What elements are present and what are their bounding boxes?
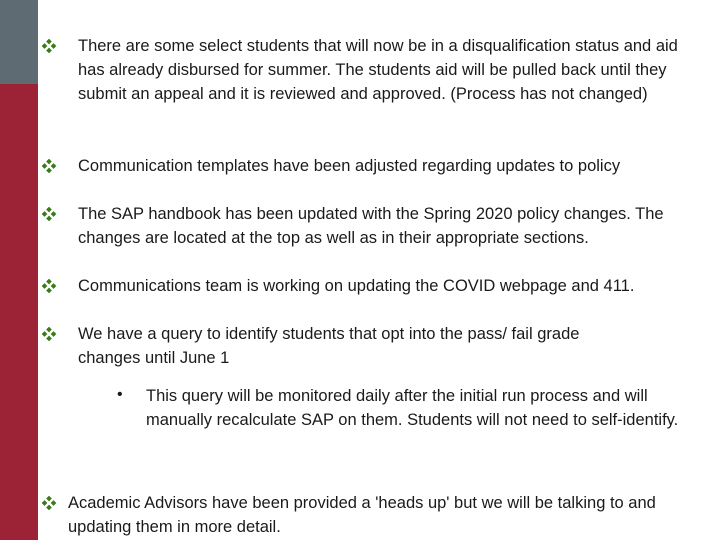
bullet-text-3: The SAP handbook has been updated with the Spring 2020 policy changes. The changes are located at the top as well as in their appropriate sections.: [78, 205, 664, 247]
bullet-item-5: [78, 322, 608, 370]
bullet-item-4: [78, 274, 708, 298]
bullet-item-3: [78, 202, 698, 250]
bullet-item-final: [68, 491, 708, 539]
bullet-item-1: [78, 34, 698, 106]
diamond-bullet-icon: [42, 327, 56, 341]
sub-bullet-item: [146, 384, 691, 432]
diamond-bullet-icon: [42, 159, 56, 173]
bullet-text-5: We have a query to identify students that opt into the pass/ fail grade changes until June 1: [78, 325, 580, 367]
sub-bullet-text: This query will be monitored daily after the initial run process and will manually recalculate SAP on them. Students will not need to self-identify.: [146, 387, 679, 429]
bullet-text-2: Communication templates have been adjusted regarding updates to policy: [78, 157, 621, 175]
bullet-item-2: [78, 154, 708, 178]
accent-bar-top: [0, 0, 38, 84]
diamond-bullet-icon: [42, 207, 56, 221]
bullet-text-4: Communications team is working on updating the COVID webpage and 411.: [78, 277, 635, 295]
accent-bar-bottom: [0, 84, 38, 540]
diamond-bullet-icon: [42, 279, 56, 293]
diamond-bullet-icon: [42, 39, 56, 53]
bullet-text-1: There are some select students that will now be in a disqualification status and aid has already disbursed for summer. The students aid will be pulled back until they submit an appeal and it is reviewed and approved. (Process has not changed): [78, 37, 678, 103]
sub-bullet-dot: •: [117, 386, 123, 403]
diamond-bullet-icon: [42, 496, 56, 510]
bullet-text-final: Academic Advisors have been provided a 'heads up' but we will be talking to and updating them in more detail.: [68, 494, 656, 536]
